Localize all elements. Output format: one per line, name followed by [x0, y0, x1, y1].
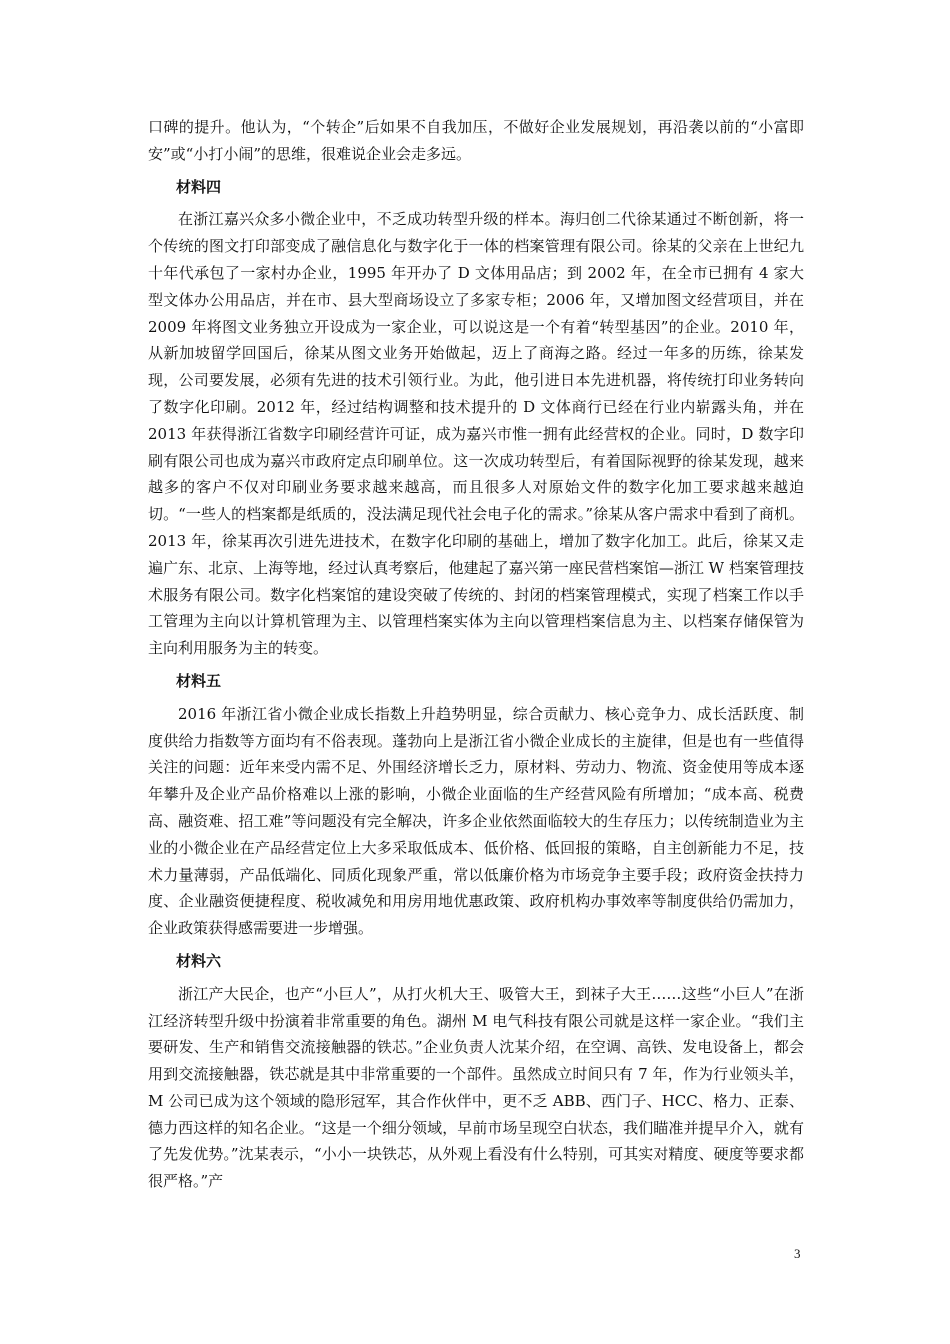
section-heading-material-6: 材料六	[176, 951, 222, 970]
section-paragraph-material-4: 在浙江嘉兴众多小微企业中，不乏成功转型升级的样本。海归创二代徐某通过不断创新，将一个传统的图文打印部变成了融信息化与数字化于一体的档案管理有限公司。徐某的父亲在上世纪九十年代承包了一家村办企业，1995 年开办了 D 文体用品店；到 2002 年，在全市已拥有 4 家大型文体办公用品店，并在市、县大型商场设立了多家专柜；2006 年，又增加图文经营项目，并在 2009 年将图文业务独立开设成为一家企业，可以说这是一个有着“转型基因”的企业。2010 年，从新加坡留学回国后，徐某从图文业务开始做起，迈上了商海之路。经过一年多的历练，徐某发现，公司要发展，必须有先进的技术引领行业。为此，他引进日本先进机器，将传统打印业务转向了数字化印刷。2012 年，经过结构调整和技术提升的 D 文体商行已经在行业内崭露头角，并在 2013 年获得浙江省数字印刷经营许可证，成为嘉兴市惟一拥有此经营权的企业。同时，D 数字印刷有限公司也成为嘉兴市政府定点印刷单位。这一次成功转型后，有着国际视野的徐某发现，越来越多的客户不仅对印刷业务要求越来越高，而且很多人对原始文件的数字化加工要求越来越迫切。“一些人的档案都是纸质的，没法满足现代社会电子化的需求。”徐某从客户需求中看到了商机。2013 年，徐某再次引进先进技术，在数字化印刷的基础上，增加了数字化加工。此后，徐某又走遍广东、北京、上海等地，经过认真考察后，他建起了嘉兴第一座民营档案馆—浙江 W 档案管理技术服务有限公司。数字化档案馆的建设突破了传统的、封闭的档案管理模式，实现了档案工作以手工管理为主向以计算机管理为主、以管理档案实体为主向以管理档案信息为主、以档案存储保管为主向利用服务为主的转变。	[148, 210, 804, 658]
intro-paragraph: 口碑的提升。他认为，“个转企”后如果不自我加压，不做好企业发展规划，再沿袭以前的“小富即安”或“小打小闹”的思维，很难说企业会走多远。	[148, 118, 804, 163]
document-body	[148, 114, 804, 1195]
section-heading-material-4: 材料四	[176, 177, 222, 196]
section-heading-material-5: 材料五	[176, 671, 222, 690]
page-number: 3	[794, 1246, 801, 1261]
section-paragraph-material-6: 浙江产大民企，也产“小巨人”，从打火机大王、吸管大王，到袜子大王……这些“小巨人”在浙江经济转型升级中扮演着非常重要的角色。湖州 M 电气科技有限公司就是这样一家企业。“我们主要研发、生产和销售交流接触器的铁芯。”企业负责人沈某介绍，在空调、高铁、发电设备上，都会用到交流接触器，铁芯就是其中非常重要的一个部件。虽然成立时间只有 7 年，作为行业领头羊，M 公司已成为这个领域的隐形冠军，其合作伙伴中，更不乏 ABB、西门子、HCC、格力、正泰、德力西这样的知名企业。“这是一个细分领域，早前市场呈现空白状态，我们瞄准并提早介入，就有了先发优势。”沈某表示，“小小一块铁芯，从外观上看没有什么特别，可其实对精度、硬度等要求都很严格。”产	[148, 984, 804, 1191]
section-paragraph-material-5: 2016 年浙江省小微企业成长指数上升趋势明显，综合贡献力、核心竞争力、成长活跃度、制度供给力指数等方面均有不俗表现。蓬勃向上是浙江省小微企业成长的主旋律，但是也有一些值得关注的问题：近年来受内需不足、外围经济增长乏力，原材料、劳动力、物流、资金使用等成本逐年攀升及企业产品价格难以上涨的影响，小微企业面临的生产经营风险有所增加；“成本高、税费高、融资难、招工难”等问题没有完全解决，许多企业依然面临较大的生存压力；以传统制造业为主业的小微企业在产品经营定位上大多采取低成本、低价格、低回报的策略，自主创新能力不足，技术力量薄弱，产品低端化、同质化现象严重，常以低廉价格为市场竞争主要手段；政府资金扶持力度、企业融资便捷程度、税收减免和用房用地优惠政策、政府机构办事效率等制度供给仍需加力，企业政策获得感需要进一步增强。	[148, 704, 804, 938]
